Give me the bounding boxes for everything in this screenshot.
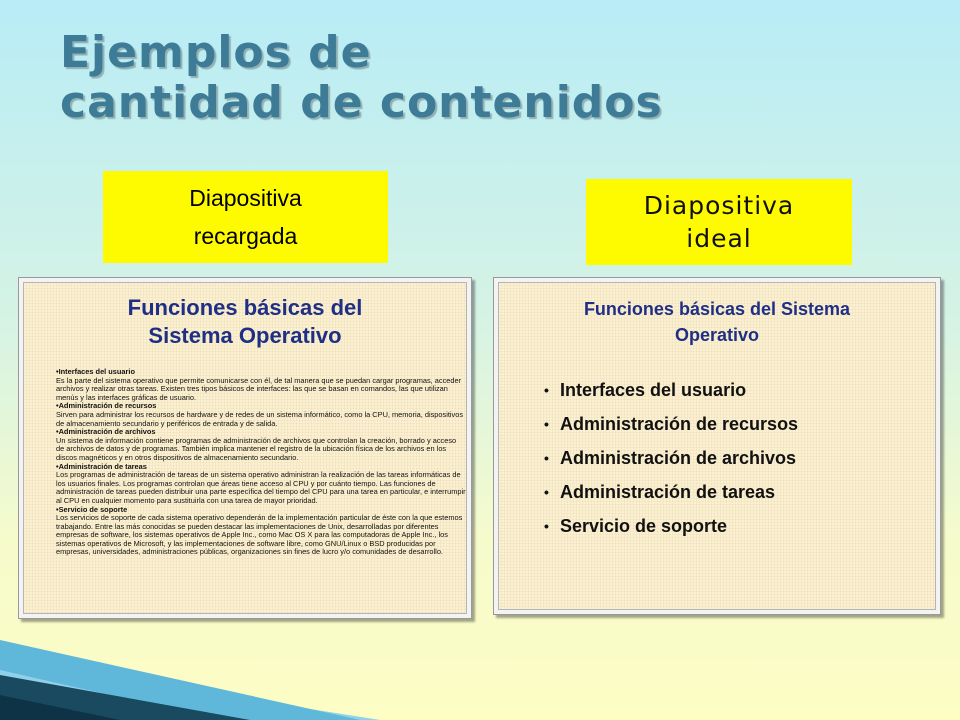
section-heading: •Interfaces del usuario <box>56 367 135 376</box>
overloaded-slide-body <box>56 368 466 557</box>
section-text: Es la parte del sistema operativo que permite comunicarse con él, de tal manera que se puedan cargar programas, acceder archivos y realizar otras tareas. Existen tres tipos básicos de interfaces: las que se basan en comandos, las que utilizan menús y las interfaces gráficas de usuario. <box>56 375 462 402</box>
label-overloaded-line1: Diapositiva <box>189 185 302 211</box>
overloaded-slide-title-line1: Funciones básicas del <box>127 295 363 320</box>
corner-swoosh-decoration <box>0 600 380 720</box>
section <box>56 402 466 428</box>
list-item-label: Administración de archivos <box>560 447 797 468</box>
list-item-label: Servicio de soporte <box>560 515 728 536</box>
ideal-slide-title-line1: Funciones básicas del Sistema <box>583 299 851 319</box>
section-text: Sirven para administrar los recursos de hardware y de redes de un sistema informático, como la CPU, memoria, dispositivos de almacenamiento secundario y periféricos de entrada y de salida. <box>56 409 464 428</box>
section-text: Los servicios de soporte de cada sistema operativo dependerán de la implementación particular de éste con la que estemos trabajando. Entre las más conocidas se pueden destacar las implementaciones de Unix, desarrolladas por diferentes empresas de software, los sistemas operativos de Apple Inc., como Mac OS X para las computadoras de Apple Inc., los sistemas operativos de Microsoft, y las implementaciones de software libre, como GNU/Linux o BSD producidas por empresas, universidades, administraciones públicas, organizaciones sin fines de lucro y/o comunidades de desarrollo. <box>56 513 463 557</box>
bullet-icon: • <box>544 518 549 534</box>
label-ideal-line2: ideal <box>686 224 752 253</box>
bullet-icon: • <box>544 416 549 432</box>
page-title <box>60 28 663 128</box>
overloaded-slide-thumbnail <box>18 277 472 619</box>
list-item <box>544 441 798 475</box>
label-overloaded-line2: recargada <box>193 223 298 249</box>
section <box>56 506 466 558</box>
list-item <box>544 475 798 509</box>
section-heading: •Servicio de soporte <box>56 504 128 514</box>
section-heading: •Administración de recursos <box>56 401 157 411</box>
ideal-slide-title-line2: Operativo <box>674 325 760 345</box>
ideal-slide-title <box>494 296 940 348</box>
bullet-icon: • <box>544 450 549 466</box>
list-item-label: Administración de tareas <box>560 481 776 502</box>
section-text: Los programas de administración de tareas de un sistema operativo administran la realización de las tareas informáticas de los usuarios finales. Los programas controlan que áreas tiene acceso al CPU y por cuánto tiempo. Las funciones de administración de tareas pueden distribuir una parte específica del tiempo del CPU para una tarea en particular, e interrumpir al CPU en cualquier momento para sustituirla con una tarea de mayor prioridad. <box>56 470 466 505</box>
section-heading: •Administración de archivos <box>56 427 156 437</box>
list-item <box>544 407 798 441</box>
label-ideal-slide <box>586 179 852 265</box>
list-item <box>544 509 798 543</box>
list-item-label: Interfaces del usuario <box>560 379 747 400</box>
overloaded-slide-title <box>19 294 471 350</box>
label-overloaded-slide <box>103 171 388 263</box>
section-text: Un sistema de información contiene programas de administración de archivos que controlan la creación, borrado y acceso de archivos de datos y de programas. También implica mantener el registro de la ubicación física de los archivos en los discos magnéticos y en otros dispositivos de almacenamiento secundario. <box>56 435 457 462</box>
ideal-slide-bullet-list <box>544 373 798 543</box>
bullet-icon: • <box>544 484 549 500</box>
page-title-line1: Ejemplos de <box>60 27 372 78</box>
section <box>56 428 466 462</box>
page-title-line2: cantidad de contenidos <box>60 77 663 128</box>
section <box>56 463 466 506</box>
overloaded-slide-title-line2: Sistema Operativo <box>148 323 342 348</box>
section <box>56 368 466 402</box>
list-item <box>544 373 798 407</box>
label-ideal-line1: Diapositiva <box>643 191 795 220</box>
list-item-label: Administración de recursos <box>560 413 799 434</box>
ideal-slide-thumbnail <box>493 277 941 615</box>
section-heading: •Administración de tareas <box>56 461 147 471</box>
bullet-icon: • <box>544 382 549 398</box>
